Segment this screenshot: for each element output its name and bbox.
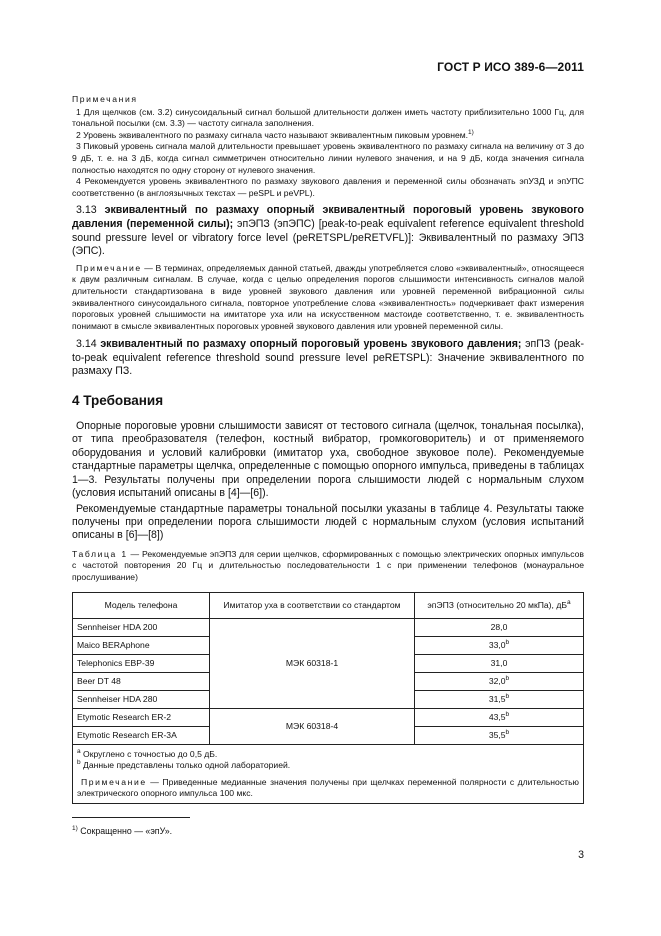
value-cell [415, 726, 584, 744]
value-text: 28,0 [490, 622, 508, 632]
model-cell: Maico BERAphone [73, 636, 210, 654]
column-header-value [415, 592, 584, 618]
term-3-13-note [72, 263, 584, 333]
note-item-4: 4 Рекомендуется уровень эквивалентного по размаху звукового давления и переменной силы обозначать эпУЗД и эпУПС соответственно (в англоязычных текстах — peSPL и peVPL). [72, 176, 584, 198]
table-note [77, 777, 579, 799]
footnote-a-mark: a [77, 747, 81, 755]
page-footnote-mark: 1) [72, 825, 78, 833]
footnote-b-mark: b [77, 758, 81, 766]
table-footnote-a [77, 749, 579, 760]
model-cell: Etymotic Research ER-2 [73, 708, 210, 726]
note-item-3: 3 Пиковый уровень сигнала малой длительности превышает уровень эквивалентного по размаху сигнала на величину от 3 до 9 дБ, т. е. на 3 дБ, когда сигнал симметричен относительно линии нулевого значения, и на 9 дБ, когда значения сигнала полностью находятся по одну сторону от нулевого значения. [72, 141, 584, 175]
value-text: 31,5 [488, 694, 506, 704]
section-4-paragraph-2: Рекомендуемые стандартные параметры тональной посылки указаны в таблице 4. Результаты также получены при определении порога слышимости людей с нормальным слухом (условия испытаний описаны в [6]—[8]) [72, 502, 584, 542]
model-cell: Sennheiser HDA 200 [73, 618, 210, 636]
footnote-a-text: Округлено с точностью до 0,5 дБ. [80, 748, 218, 759]
value-mark: b [505, 639, 510, 647]
table-row [73, 618, 584, 636]
model-cell: Etymotic Research ER-3A [73, 726, 210, 744]
column-header-value-mark: a [566, 599, 571, 607]
table-footnote-b [77, 760, 579, 771]
value-mark: b [505, 675, 510, 683]
model-cell: Telephonics EBP-39 [73, 654, 210, 672]
term-3-13 [72, 204, 584, 258]
footnote-separator [72, 817, 190, 818]
term-3-13-number: 3.13 [76, 204, 97, 217]
table-note-text: — Приведенные медианные значения получены при щелчках переменной полярности с длительностью электрического опорного импульса 100 мкс. [77, 776, 579, 799]
value-cell [415, 654, 584, 672]
table-footnotes [73, 744, 584, 804]
value-cell [415, 690, 584, 708]
table-note-label: Примечание [81, 776, 147, 787]
column-header-ear-simulator: Имитатор уха в соответствии со стандартом [210, 592, 415, 618]
term-3-13-title: эквивалентный по размаху опорный эквивалентный пороговый уровень звукового давления (переменной силы); [72, 204, 584, 230]
note-item-2 [72, 130, 584, 142]
table-header-row [73, 592, 584, 618]
section-4-paragraph-1: Опорные пороговые уровни слышимости зависят от тестового сигнала (щелчок, тональная посылка), от типа преобразователя (телефон, костный вибратор, громкоговоритель) и от применяемого оборудования и условий калибровки (имитатор уха, свободное звуковое поле). Рекомендуемые стандартные параметры щелчка, определенные с помощью опорного импульса, приведены в таблицах 1—3. Результаты получены при определении порога слышимости людей с нормальным слухом (условия испытаний описаны в [4]—[6]). [72, 420, 584, 500]
footnote-b-text: Данные представлены только одной лабораторией. [80, 759, 291, 770]
page-footnote-text: Сокращенно — «эпУ». [77, 826, 173, 836]
value-text: 35,5 [488, 730, 506, 740]
value-cell [415, 672, 584, 690]
standard-cell: МЭК 60318-4 [210, 708, 415, 744]
page-number: 3 [578, 849, 584, 861]
term-3-14 [72, 338, 584, 379]
term-3-13-note-label: Примечание [76, 262, 142, 273]
value-mark: b [505, 711, 510, 719]
page-content [72, 94, 584, 804]
column-header-value-text: эпЭПЗ (относительно 20 мкПа), дБ [427, 600, 567, 610]
model-cell: Sennheiser HDA 280 [73, 690, 210, 708]
value-text: 33,0 [488, 640, 506, 650]
value-text: 43,5 [488, 712, 506, 722]
standard-cell: МЭК 60318-1 [210, 618, 415, 708]
term-3-14-number: 3.14 [76, 338, 97, 351]
model-cell: Beer DT 48 [73, 672, 210, 690]
value-cell [415, 618, 584, 636]
table-1 [72, 592, 584, 805]
value-mark: b [505, 693, 510, 701]
table-row [73, 708, 584, 726]
table-footnotes-row [73, 744, 584, 804]
page-footnote [72, 826, 172, 836]
value-mark: b [505, 729, 510, 737]
notes-label: Примечания [72, 94, 138, 104]
value-cell [415, 636, 584, 654]
table-1-caption [72, 549, 584, 584]
footnote-ref: 1) [468, 128, 474, 136]
note-item-1: 1 Для щелчков (см. 3.2) синусоидальный сигнал большой длительности должен иметь частоту приблизительно 1000 Гц, для тональной посылки (см. 3.3) — частоту сигнала заполнения. [72, 106, 584, 129]
value-text: 32,0 [488, 676, 506, 686]
value-text: 31,0 [490, 658, 508, 668]
column-header-model: Модель телефона [73, 592, 210, 618]
term-3-13-note-text: — В терминах, определяемых данной статьей, дважды употребляется слово «эквивалентный», относящееся к двум различным сигналам. В случае, когда с целью определения порогов слышимости интенсивность сигналов малой длительности стандартизована в виде уровней звукового давления или уровней переменной вибрационной силы эквивалентного синусоидального сигнала, повторное употребление слова «эквивалентность» подчеркивает факт измерения пороговых уровней слышимости на имитаторе уха или на искусственном мастоиде соответственно, т. е. эквивалентность понимают в смысле эквивалентных пороговых уровней звукового давления или уровней переменной силы. [72, 262, 584, 331]
note-item-2-text: 2 Уровень эквивалентного по размаху сигнала часто называют эквивалентным пиковым уровнем. [76, 129, 469, 140]
term-3-14-definition: эпПЗ (peak-to-peak equivalent reference threshold sound pressure level peRETSPL): Значение эквивалентного по размаху ПЗ. [72, 338, 584, 378]
term-3-13-definition: эпЭПЗ (эпЭПС) [peak-to-peak equivalent reference equivalent threshold sound pressure level or vibratory force level (peRETSPL/peRETVFL)]: Эквивалентный по размаху ЭПЗ (ЭПС). [72, 217, 584, 258]
table-1-caption-text: — Рекомендуемые эпЭПЗ для серии щелчков, сформированных с помощью электрических опорных импульсов с частотой повторения 20 Гц и длительностью последовательности 1 с при применении телефонов (монауральное прослушивание) [72, 548, 585, 582]
table-1-caption-label: Таблица 1 [72, 548, 128, 559]
term-3-14-title: эквивалентный по размаху опорный пороговый уровень звукового давления; [100, 338, 522, 351]
standard-header: ГОСТ Р ИСО 389-6—2011 [437, 60, 584, 74]
section-4-title: 4 Требования [72, 393, 164, 409]
value-cell [415, 708, 584, 726]
